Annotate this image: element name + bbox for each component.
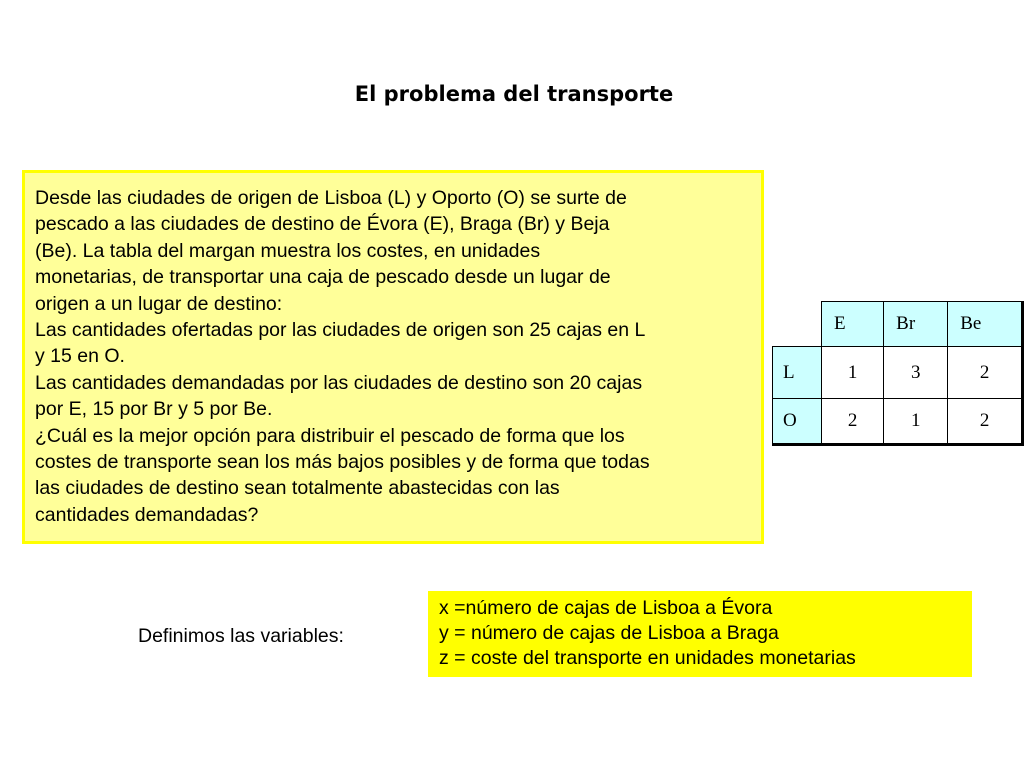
problem-line: ¿Cuál es la mejor opción para distribuir el pescado de forma que los	[35, 424, 625, 447]
problem-line: monetarias, de transportar una caja de pescado desde un lugar de	[35, 266, 611, 289]
page-title: El problema del transporte	[354, 82, 674, 106]
problem-line: y 15 en O.	[35, 345, 125, 368]
problem-line: (Be). La tabla del margan muestra los costes, en unidades	[35, 239, 541, 262]
table-cell: 1	[822, 347, 884, 399]
problem-line: Las cantidades demandadas por las ciudades de destino son 20 cajas	[35, 371, 643, 394]
problem-line: costes de transporte sean los más bajos posibles y de forma que todas	[35, 451, 650, 474]
table-cell: 1	[884, 399, 948, 445]
problem-statement-box	[22, 170, 764, 544]
table-cell: 3	[884, 347, 948, 399]
cost-table-corner	[773, 302, 822, 347]
variables-label: Definimos las variables:	[138, 625, 344, 647]
problem-line: Las cantidades ofertadas por las ciudades de origen son 25 cajas en L	[35, 319, 646, 342]
problem-line: por E, 15 por Br y 5 por Be.	[35, 398, 273, 421]
header-cell-be: Be	[948, 302, 1023, 347]
header-cell-br: Br	[884, 302, 948, 347]
variable-line: x =número de cajas de Lisboa a Évora	[439, 597, 773, 619]
row-label-o: O	[773, 399, 822, 445]
cost-table-header-row	[773, 302, 1023, 347]
problem-line: origen a un lugar de destino:	[35, 292, 283, 315]
variable-line: y = número de cajas de Lisboa a Braga	[439, 622, 779, 644]
table-row	[773, 347, 1023, 399]
variables-box	[428, 591, 972, 677]
problem-line: las ciudades de destino sean totalmente abastecidas con las	[35, 477, 560, 500]
problem-line: cantidades demandadas?	[35, 503, 259, 526]
table-cell: 2	[948, 347, 1023, 399]
variables-text	[439, 596, 856, 671]
cost-table	[772, 301, 1024, 446]
table-cell: 2	[948, 399, 1023, 445]
header-cell-e: E	[822, 302, 884, 347]
problem-statement-text	[35, 185, 757, 528]
variable-line: z = coste del transporte en unidades monetarias	[439, 647, 856, 669]
table-cell: 2	[822, 399, 884, 445]
problem-line: pescado a las ciudades de destino de Évora (E), Braga (Br) y Beja	[35, 213, 610, 236]
problem-line: Desde las ciudades de origen de Lisboa (L) y Oporto (O) se surte de	[35, 187, 627, 209]
row-label-l: L	[773, 347, 822, 399]
table-row	[773, 399, 1023, 445]
